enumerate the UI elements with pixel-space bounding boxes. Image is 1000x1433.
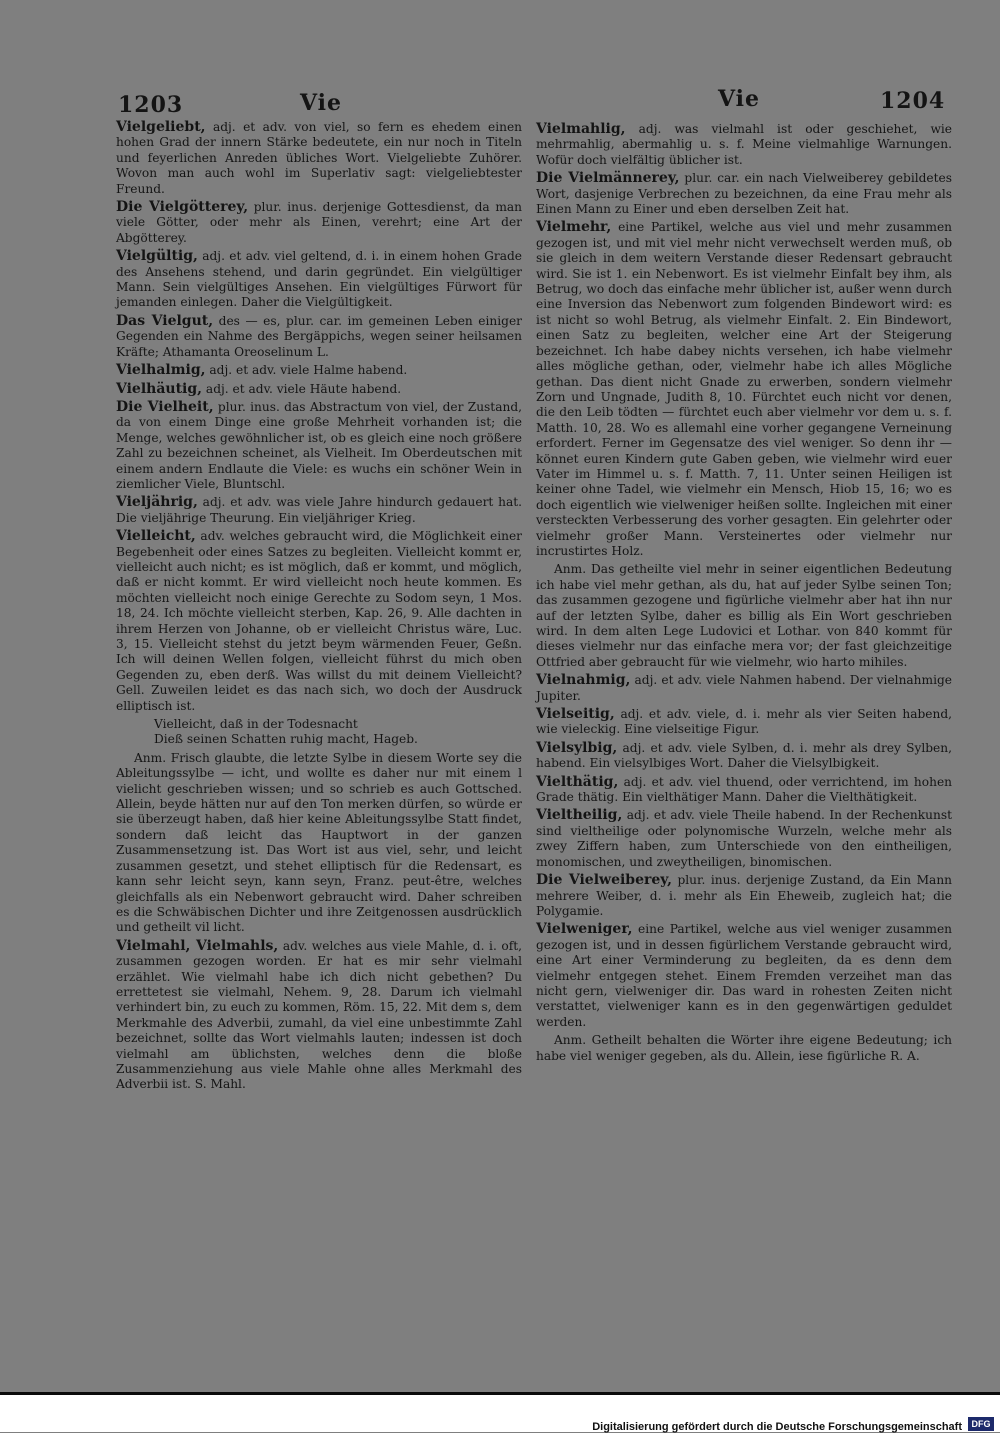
headword: Vielgeliebt, [116, 119, 206, 135]
dictionary-entry [116, 363, 522, 378]
headword: Vielmahlig, [536, 121, 626, 137]
verse-quote [154, 717, 522, 748]
headword: Die Vielheit, [116, 398, 214, 415]
dictionary-entry [116, 314, 522, 360]
dictionary-entry [116, 529, 522, 714]
headword: Vielleicht, [116, 528, 196, 545]
headword: Die Vielgötterey, [116, 199, 249, 216]
page-number-left: 1203 [118, 92, 184, 118]
headword: Vielhalmig, [116, 362, 206, 379]
dictionary-entry [536, 775, 952, 806]
dictionary-entry [116, 495, 522, 526]
headword: Vielsylbig, [536, 739, 618, 756]
entry-text: des — es, plur. car. im gemeinen Leben einiger Gegenden ein Nahme des Bergäppichs, wegen seiner heilsamen Kräfte; Athamanta Oreoselinum L. [116, 313, 523, 359]
headword: Vielweniger, [536, 921, 633, 938]
headword: Das Vielgut, [116, 312, 214, 329]
dictionary-entry [536, 122, 952, 168]
headword: Vieltheilig, [536, 807, 623, 824]
entry-text: plur. car. ein nach Vielweiberey gebildetes Wort, dasjenige Verbrechen zu bezeichnen, da eine Frau mehr als Einen Mann zu Einer und eben derselben Zeit hat. [536, 171, 952, 217]
dictionary-entry [116, 382, 522, 397]
entry-text: adj. et adv. viele Halme habend. [209, 363, 408, 378]
dictionary-entry [116, 120, 522, 197]
entry-text: eine Partikel, welche aus viel und mehr zusammen gezogen ist, und mit viel mehr nicht verwechselt werden muß, ob sie gleich in dem weitern Verstande dieser Redensart gebraucht wird. Sie ist 1. ein Nebenwort. Es ist vielmehr Einfalt bey ihm, als Betrug, wo doch das einfache mehr üblicher ist, außer wenn durch eine Inversion das Nebenwort zum folgenden Bindewort wird: es ist nicht so wohl Betrug, als vielmehr Einfalt. 2. Ein Bindewort, einen Satz zu begleiten, welcher eine Art der Steigerung bezeichnet. Ich habe dabey nichts versehen, ich habe vielmehr alles mögliche gethan, oder, vielmehr habe ich alles Mögliche gethan. Das dient nicht Gnade zu erwerben, sondern vielmehr Zorn und Ungnade, Judith 8, 10. Fürchtet euch nicht vor denen, die den Leib tödten — fürchtet euch aber vielmehr vor dem u. s. f. Matth. 10, 28. Wo es allemahl eine vorher gegangene Verneinung erfordert. Ferner im Gegensatze des viel weniger. So denn ihr — könnet euren Kindern gute Gaben geben, wie vielmehr wird euer Vater im Himmel u. s. f. Matth. 7, 11. Unter seinen Heiligen ist keiner ohne Tadel, wie vielmehr ein Mensch, Hiob 15, 16; wo es doch eigentlich wie vielweniger heißen sollte. Ingleichen mit einer versteckten Verbesserung des vorher gesagten. Ein gelehrter oder vielmehr großer Mann. Versteinertes oder vielmehr nur incrustirtes Holz. [536, 220, 953, 558]
headword: Vieljährig, [116, 494, 198, 511]
entry-text: adv. welches aus viele Mahle, d. i. oft, zusammen gezogen worden. Er hat es mir sehr vielmahl erzählet. Wie vielmahl habe ich dich nicht gebethen? Du errettetest sie vielmahl, Nehem. 9, 28. Darum ich vielmahl verhindert bin, zu euch zu kommen, Röm. 15, 22. Mit dem s, dem Merkmahle des Adverbii, zumahl, da viel eine unbestimmte Zahl bezeichnet, sollte das Wort vielmahls lauten; indessen ist doch vielmahl am üblichsten, welches denn die bloße Zusammenziehung aus viele Mahle ohne alles Merkmahl des Adverbii ist. S. Mahl. [116, 938, 523, 1092]
headword: Vielhäutig, [116, 380, 203, 397]
page-number-right: 1204 [880, 88, 946, 114]
verse-line: Vielleicht, daß in der Todesnacht [154, 717, 358, 732]
dictionary-entry [536, 873, 952, 919]
catchword-right: Vie [718, 86, 761, 112]
dictionary-entry [536, 220, 952, 559]
dfg-logo-icon: DFG [968, 1417, 994, 1431]
left-column [116, 120, 522, 1096]
dictionary-entry [536, 922, 952, 1030]
dictionary-entry [116, 200, 522, 246]
entry-text: adv. welches gebraucht wird, die Möglichkeit einer Begebenheit oder eines Satzes zu begleiten. Vielleicht kommt er, vielleicht auch nicht; es ist möglich, daß er kommt, und möglich, daß er nicht kommt. Er wird vielleicht noch heute kommen. Es möchten vielleicht noch einige Gerechte zu Sodom seyn, 1 Mos. 18, 24. Ich möchte vielleicht sterben, Kap. 26, 9. Alle dachten in ihrem Herzen von Johanne, ob er vielleicht Christus wäre, Luc. 3, 15. Vielleicht stehst du jetzt beym wärmenden Feuer, Geßn. Ich will deinen Wellen folgen, vielleicht führst du mich oben Gegenden zu, eben derß. Was willst du mit deinem Vielleicht? Gell. Zuweilen leidet es das nach sich, wo doch der Ausdruck elliptisch ist. [116, 529, 522, 713]
dictionary-entry [536, 808, 952, 870]
entry-text: adj. et adv. viele Theile habend. In der Rechenkunst sind vieltheilige oder polynomische Wurzeln, welche mehr als zwey Ziffern haben, zum Unterschiede von den eintheiligen, monomischen, und zweytheiligen, binomischen. [536, 808, 952, 869]
entry-text: plur. inus. derjenige Gottesdienst, da man viele Götter, oder mehr als Einen, verehrt; eine Art der Abgötterey. [116, 200, 522, 245]
entry-text: plur. inus. derjenige Zustand, da Ein Mann mehrere Weiber, d. i. mehr als Ein Eheweib, zugleich hat; die Polygamie. [536, 873, 953, 918]
funding-credit: Digitalisierung gefördert durch die Deutsche Forschungsgemeinschaft [592, 1421, 962, 1433]
entry-text: adj. et adv. viel geltend, d. i. in einem hohen Grade des Ansehens stehend, und darin gegründet. Ein vielgültiger Mann. Sein vielgültiges Ansehen. Ein vielgültiges Fürwort für jemanden einlegen. Daher die Vielgültigkeit. [116, 249, 522, 310]
headword: Vielthätig, [536, 773, 619, 790]
dictionary-entry [536, 673, 952, 704]
headword: Vielmehr, [536, 219, 612, 236]
entry-text: adj. et adv. viel thuend, oder verrichtend, im hohen Grade thätig. Ein vielthätiger Mann. Daher die Vielthätigkeit. [536, 774, 953, 805]
annotation-note: Anm. Getheilt behalten die Wörter ihre eigene Bedeutung; ich habe viel weniger gegeben, als du. Allein, iese figürliche R. A. [536, 1033, 952, 1063]
entry-text: adj. et adv. viele Häute habend. [205, 381, 402, 396]
catchword-left: Vie [300, 90, 343, 116]
headword: Vielnahmig, [536, 672, 631, 689]
annotation-note: Anm. Frisch glaubte, die letzte Sylbe in diesem Worte sey die Ableitungssylbe — icht, und wollte es daher nur mit einem l vielicht geschrieben wissen; und so schrieb es auch Gottsched. Allein, beyde hätten nur auf den Ton merken dürfen, so würde er sie überzeugt haben, daß hier keine Ableitungssylbe Statt findet, sondern daß leicht das Hauptwort in der ganzen Zusammensetzung ist. Das Wort ist aus viel, sehr, und leicht zusammen gesetzt, und stehet elliptisch für die Redensart, es kann sehr leicht seyn, kann seyn, Franz. peut-être, welches gleichfalls als ein Nebenwort gebraucht wird. Daher schreiben es die Schwäbischen Dichter und ihre Zeitgenossen ausdrücklich und getheilt vil licht. [116, 750, 522, 935]
headword: Die Vielweiberey, [536, 872, 672, 889]
dictionary-entry [116, 939, 522, 1093]
verse-line: Dieß seinen Schatten ruhig macht, Hageb. [154, 732, 418, 747]
right-column [536, 122, 952, 1067]
headword: Die Vielmännerey, [536, 170, 680, 187]
entry-text: plur. inus. das Abstractum von viel, der Zustand, da von einem Dinge eine große Mehrheit vorhanden ist; die Menge, welches gewöhnlicher ist, ob es gleich eine noch größere Zahl zu bezeichnen scheinet, als Vielheit. Im Oberdeutschen mit einem andern Endlaute die Viele: es wuchs ein schöner Wein in ziemlicher Viele, Bluntschl. [116, 399, 522, 491]
headword: Vielmahl, Vielmahls, [116, 937, 279, 954]
entry-text: adj. et adv. viele Nahmen habend. Der vielnahmige Jupiter. [536, 673, 953, 703]
dictionary-entry [116, 400, 522, 492]
entry-text: eine Partikel, welche aus viel weniger zusammen gezogen ist, und in dessen figürlichem Verstande gebraucht wird, eine Art einer Verminderung zu begleiten, da es denn dem vielmehr entgegen stehet. Einem Fremden verzeihet man das nicht gern, vielweniger dir. Das ward in rohesten Zeiten nicht verstattet, vielweniger kann es in den gegenwärtigen geduldet werden. [536, 922, 953, 1029]
dictionary-entry [536, 171, 952, 217]
dictionary-entry [536, 707, 952, 738]
annotation-note: Anm. Das getheilte viel mehr in seiner eigentlichen Bedeutung ich habe viel mehr gethan, als du, hat auf jeder Sylbe seinen Ton; das zusammen gezogene und figürliche vielmehr aber hat ihn nur auf der letzten Sylbe, daher es billig als Ein Wort geschrieben wird. In dem alten Lege Ludovici et Lothar. von 840 kommt für dieses vielmehr nur das einfache mera vor; der fast gleichzeitige Ottfried aber gebraucht für wie vielmehr, wio harto mihiles. [536, 562, 952, 669]
entry-text: adj. was vielmahl ist oder geschiehet, wie mehrmahlig, abermahlig u. s. f. Meine vielmahlige Warnungen. Wofür doch vielfältig üblicher ist. [536, 122, 953, 167]
entry-text: adj. et adv. viele Sylben, d. i. mehr als drey Sylben, habend. Ein vielsylbiges Wort. Daher die Vielsylbigkeit. [536, 740, 952, 771]
dictionary-entry [116, 249, 522, 311]
headword: Vielgültig, [116, 248, 198, 265]
headword: Vielseitig, [536, 706, 615, 723]
entry-text: adj. et adv. von viel, so fern es ehedem einen hohen Grad der innern Stärke bedeutete, ein nur noch in Titeln und feyerlichen Anreden übliches Wort. Vielgeliebte Zuhörer. Wovon man auch wohl im Superlativ sagt: vielgeliebtester Freund. [116, 120, 523, 196]
entry-text: adj. et adv. viele, d. i. mehr als vier Seiten habend, wie vieleckig. Eine vielseitige Figur. [536, 707, 952, 737]
entry-text: adj. et adv. was viele Jahre hindurch gedauert hat. Die vieljährige Theurung. Ein vieljähriger Krieg. [116, 495, 523, 525]
dictionary-entry [536, 741, 952, 772]
